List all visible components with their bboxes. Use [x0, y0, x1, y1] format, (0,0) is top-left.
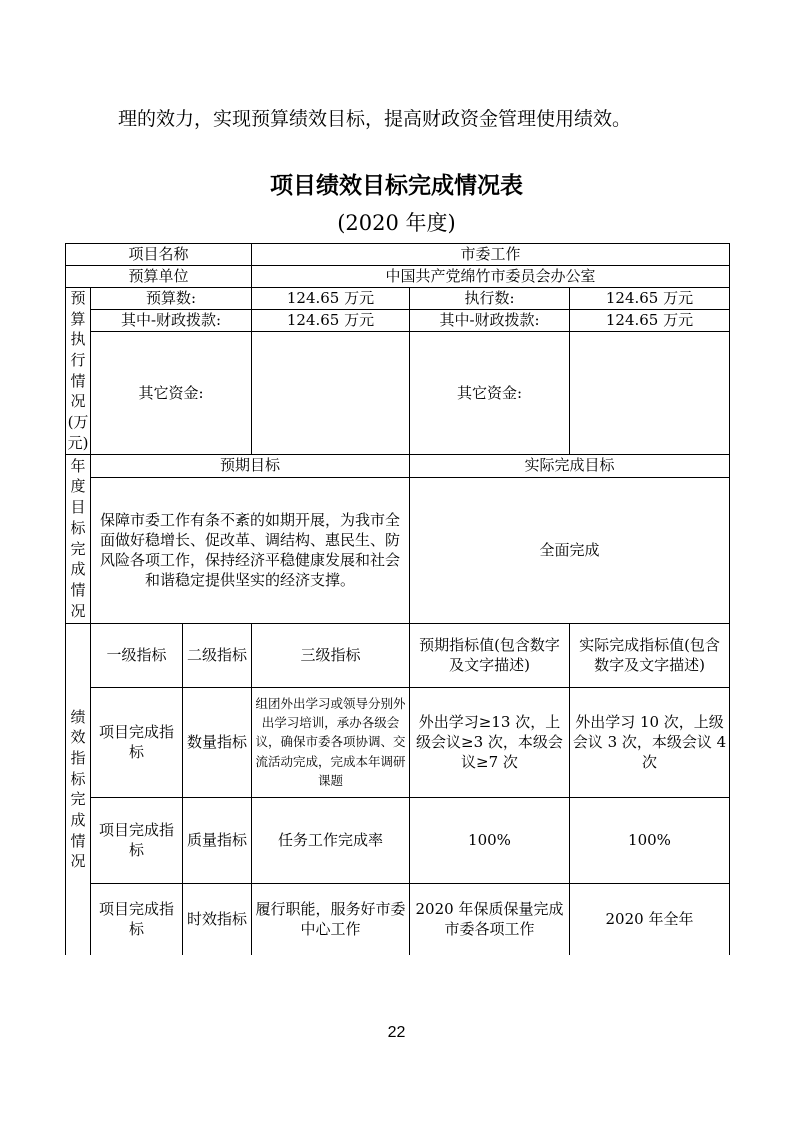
fiscal-label-1: 其中-财政拨款: — [91, 310, 252, 332]
table-row-level1: 项目完成指标 — [91, 883, 183, 955]
budget-exec-label: 预 算 执 行 情 况 (万 元) — [66, 288, 91, 455]
performance-table — [65, 243, 730, 955]
fiscal-value-2: 124.65 万元 — [570, 310, 730, 332]
table-row-level2: 时效指标 — [183, 883, 252, 955]
table-row-level2: 数量指标 — [183, 687, 252, 797]
table-row-level3: 履行职能，服务好市委中心工作 — [252, 883, 410, 955]
intro-text: 理的效力，实现预算绩效目标，提高财政资金管理使用绩效。 — [118, 108, 632, 130]
table-title: 项目绩效目标完成情况表 — [270, 172, 523, 199]
table-row-level1: 项目完成指标 — [91, 797, 183, 883]
budget-unit-label: 预算单位 — [66, 266, 252, 288]
header-level3: 三级指标 — [252, 623, 410, 687]
actual-goal-header: 实际完成目标 — [410, 454, 730, 477]
table-row-expected: 2020 年保质保量完成市委各项工作 — [410, 883, 570, 955]
expected-goal-text: 保障市委工作有条不紊的如期开展，为我市全面做好稳增长、促改革、调结构、惠民生、防风险各项工作，保持经济平稳健康发展和社会和谐稳定提供坚实的经济支撑。 — [91, 477, 410, 623]
table-subtitle: (2020 年度) — [337, 211, 456, 235]
table-row-level3: 组团外出学习或领导分别外出学习培训，承办各级会议，确保市委各项协调、交流活动完成，完成本年调研课题 — [252, 687, 410, 797]
actual-goal-text: 全面完成 — [410, 477, 730, 623]
table-row-level3: 任务工作完成率 — [252, 797, 410, 883]
table-row-level2: 质量指标 — [183, 797, 252, 883]
fiscal-value-1: 124.65 万元 — [252, 310, 410, 332]
budget-unit-value: 中国共产党绵竹市委员会办公室 — [252, 266, 730, 288]
budget-amount-label: 预算数: — [91, 288, 252, 310]
other-funds-value-2 — [570, 332, 730, 454]
table-row-actual: 100% — [570, 797, 730, 883]
exec-amount-label: 执行数: — [410, 288, 570, 310]
fiscal-label-2: 其中-财政拨款: — [410, 310, 570, 332]
header-level2: 二级指标 — [183, 623, 252, 687]
exec-amount-value: 124.65 万元 — [570, 288, 730, 310]
annual-goal-label: 年 度 目 标 完 成 情 况 — [66, 454, 91, 623]
table-row-level1: 项目完成指标 — [91, 687, 183, 797]
header-actual: 实际完成指标值(包含数字及文字描述) — [570, 623, 730, 687]
header-expected: 预期指标值(包含数字及文字描述) — [410, 623, 570, 687]
project-name-value: 市委工作 — [252, 244, 730, 266]
table-row-expected: 100% — [410, 797, 570, 883]
indicator-label: 绩 效 指 标 完 成 情 况 — [66, 623, 91, 955]
table-row-actual: 2020 年全年 — [570, 883, 730, 955]
other-funds-label-2: 其它资金: — [410, 332, 570, 454]
expected-goal-header: 预期目标 — [91, 454, 410, 477]
table-row-expected: 外出学习≥13 次，上级会议≥3 次，本级会议≥7 次 — [410, 687, 570, 797]
page-number: 22 — [387, 1024, 406, 1041]
other-funds-label-1: 其它资金: — [91, 332, 252, 454]
table-row-actual: 外出学习 10 次，上级会议 3 次，本级会议 4 次 — [570, 687, 730, 797]
budget-amount-value: 124.65 万元 — [252, 288, 410, 310]
other-funds-value-1 — [252, 332, 410, 454]
project-name-label: 项目名称 — [66, 244, 252, 266]
header-level1: 一级指标 — [91, 623, 183, 687]
